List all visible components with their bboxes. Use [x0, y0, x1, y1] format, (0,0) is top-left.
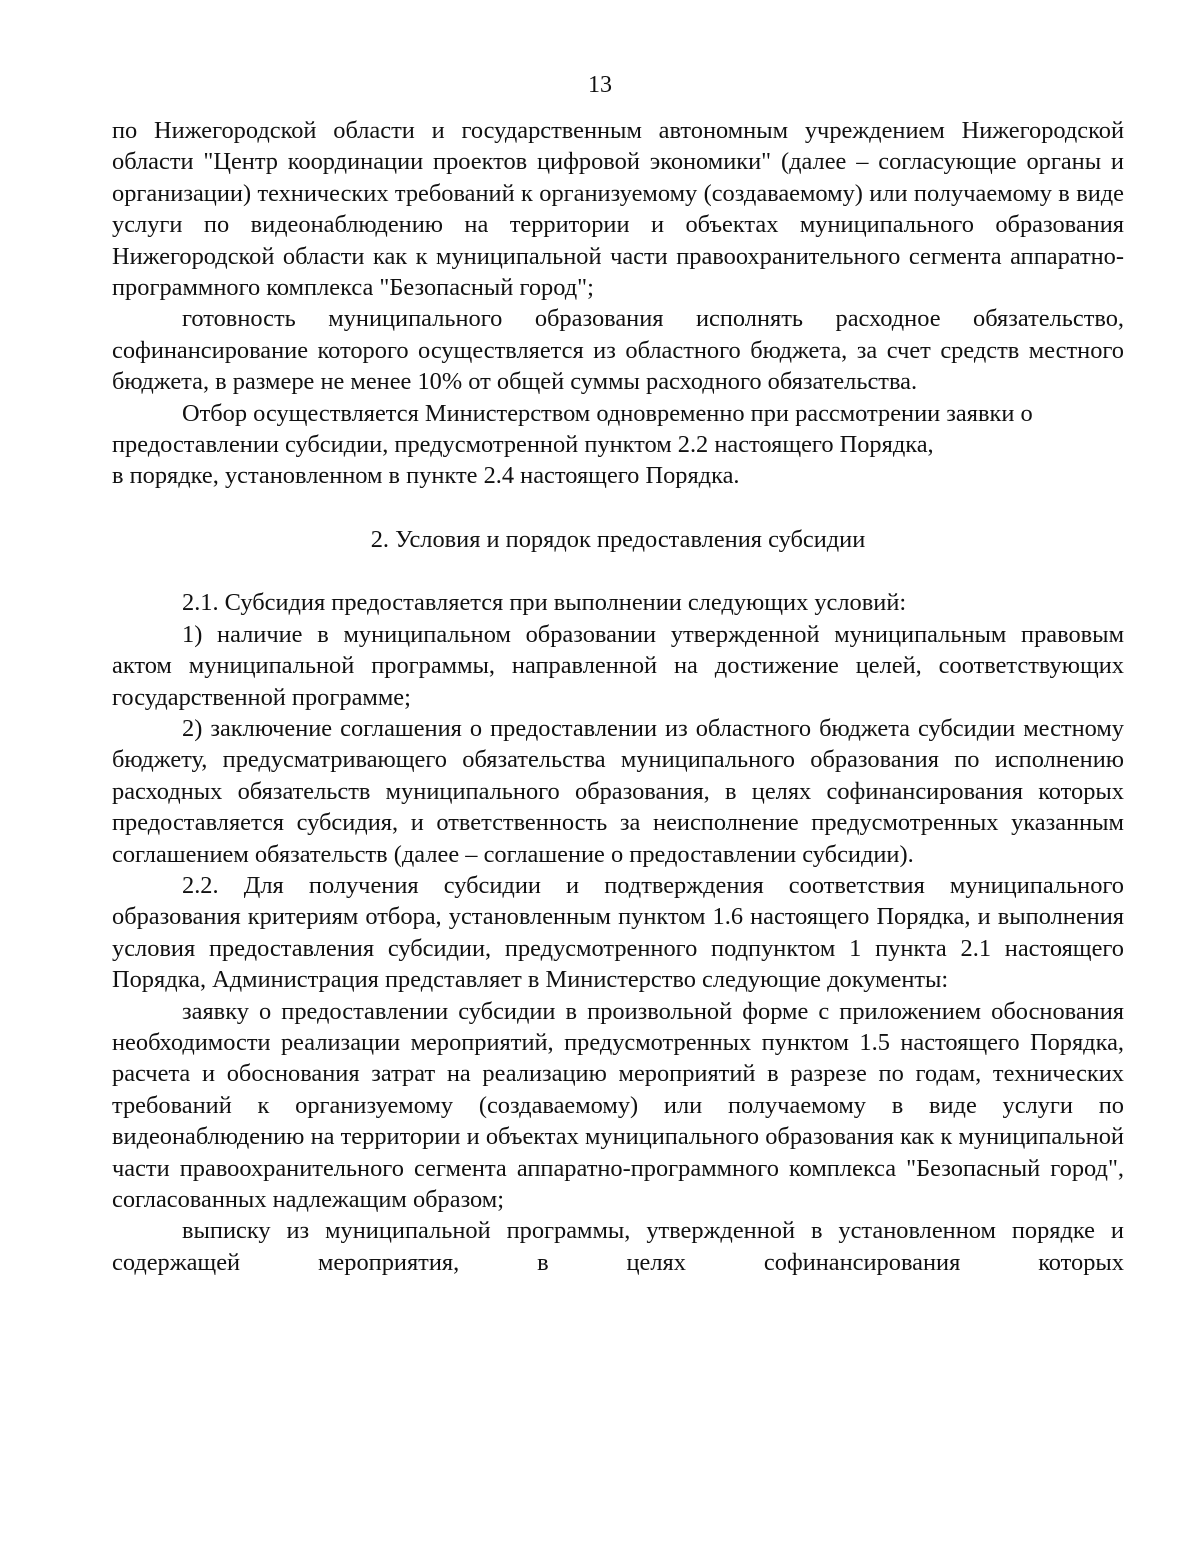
paragraph-2-1: 2.1. Субсидия предоставляется при выполнении следующих условий:: [182, 589, 907, 617]
paragraph-2-2: 2.2. Для получения субсидии и подтверждения соответствия муниципального образования критериям отбора, установленным пунктом 1.6 настоящего Порядка, и выполнения условия предоставления субсидии, предусмотренного подпунктом 1 пункта 2.1 настоящего Порядка, Администрация представляет в Министерство следующие документы:: [112, 871, 1124, 994]
paragraph-condition-2: 2) заключение соглашения о предоставлении из областного бюджета субсидии местному бюджету, предусматривающего обязательства муниципального образования по исполнению расходных обязательств муниципального образования, в целях софинансирования которых предоставляется субсидия, и ответственность за неисполнение предусмотренных указанным соглашением обязательств (далее – соглашение о предоставлении субсидии).: [112, 714, 1124, 868]
paragraph-application: заявку о предоставлении субсидии в произвольной форме с приложением обоснования необходимости реализации мероприятий, предусмотренных пунктом 1.5 настоящего Порядка, расчета и обоснования затрат на реализацию мероприятий в разрезе по годам, технических требований к организуемому (создаваемому) или получаемому в виде услуги по видеонаблюдению на территории и объектах муниципального образования как к муниципальной части правоохранительного сегмента аппаратно-программного комплекса "Безопасный город", согласованных надлежащим образом;: [112, 997, 1124, 1213]
paragraph-readiness: готовность муниципального образования исполнять расходное обязательство, софинансирование которого осуществляется из областного бюджета, за счет средств местного бюджета, в размере не менее 10% от общей суммы расходного обязательства.: [112, 305, 1124, 396]
paragraph-selection: Отбор осуществляется Министерством одновременно при рассмотрении заявки о предоставлении субсидии, предусмотренной пунктом 2.2 настоящего Порядка,: [112, 399, 1033, 459]
paragraph-extract: выписку из муниципальной программы, утвержденной в установленном порядке и содержащей мероприятия, в целях софинансирования которых: [112, 1217, 1124, 1276]
paragraph-condition-1: 1) наличие в муниципальном образовании утвержденной муниципальным правовым актом муниципальной программы, направленной на достижение целей, соответствующих государственной программе;: [112, 620, 1124, 711]
paragraph-continuation: по Нижегородской области и государственным автономным учреждением Нижегородской области "Центр координации проектов цифровой экономики" (далее – согласующие органы и организации) технических требований к организуемому (создаваемому) или получаемому в виде услуги по видеонаблюдению на территории и объектах муниципального образования Нижегородской области как к муниципальной части правоохранительного сегмента аппаратно-программного комплекса "Безопасный город";: [112, 117, 1124, 302]
section-heading: 2. Условия и порядок предоставления субсидии: [370, 525, 866, 553]
document-body: [112, 115, 1124, 1278]
page-number: 13: [588, 72, 612, 98]
paragraph-selection-order: в порядке, установленном в пункте 2.4 настоящего Порядка.: [112, 462, 740, 490]
